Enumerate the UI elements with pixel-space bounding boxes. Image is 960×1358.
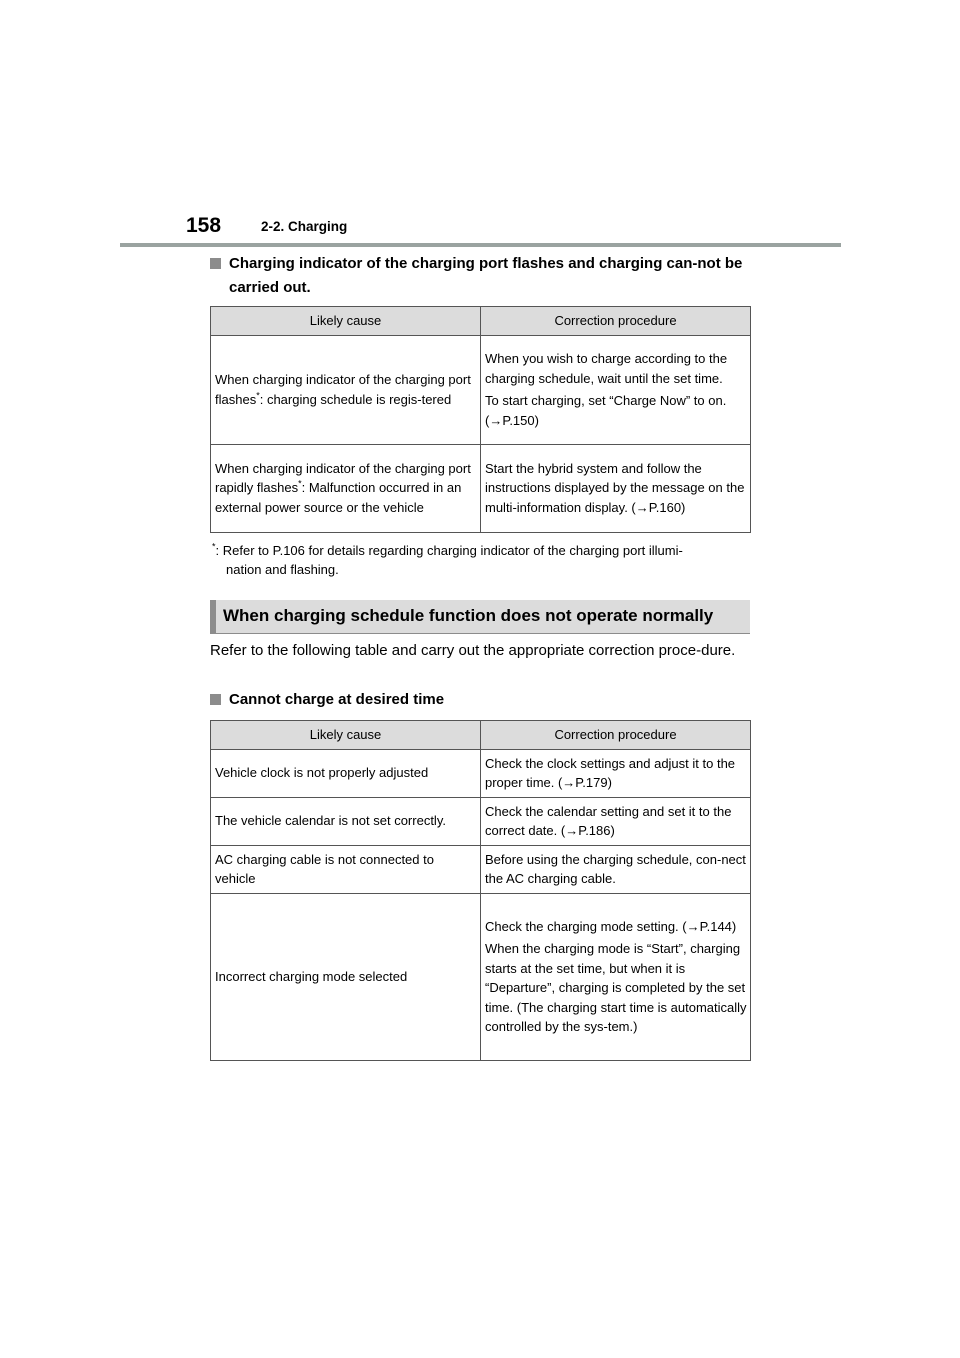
footnote	[212, 541, 752, 579]
procedure-cell	[481, 749, 751, 797]
cause-cell	[211, 444, 481, 532]
section-label: 2-2. Charging	[261, 219, 348, 234]
cause-cell	[211, 335, 481, 444]
table-row	[211, 444, 751, 532]
section-title-box	[210, 600, 750, 634]
page-number: 158	[186, 214, 222, 237]
procedure-text: When you wish to charge according to the charging schedule, wait until the set time.	[485, 351, 728, 386]
cause-text: : Malfunction occurred in an external power source or the vehicle	[215, 480, 462, 515]
footnote-marker: *	[212, 541, 216, 552]
schedule-table	[210, 720, 751, 1061]
column-header-procedure: Correction procedure	[481, 307, 751, 336]
bullet-heading-schedule	[210, 688, 749, 712]
cause-text: : charging schedule is regis-tered	[259, 391, 452, 407]
square-bullet-icon	[210, 258, 221, 269]
footnote-text: : Refer to P.106 for details regarding charging indicator of the charging port illumi-	[215, 543, 683, 558]
procedure-text: When the charging mode is “Start”, charging starts at the set time, but when it is “Departure”, charging is completed by the set time. (The charging start time is automatically controlled by the sys-tem.)	[485, 941, 747, 1034]
procedure-cell	[481, 893, 751, 1060]
column-header-cause: Likely cause	[211, 721, 481, 750]
column-header-procedure: Correction procedure	[481, 721, 751, 750]
table-row	[211, 335, 751, 444]
procedure-cell	[481, 444, 751, 532]
cause-cell: AC charging cable is not connected to vehicle	[211, 845, 481, 893]
section-accent-bar	[210, 600, 216, 633]
indicator-table	[210, 306, 751, 533]
square-bullet-icon	[210, 694, 221, 705]
cause-text: When charging indicator of the charging port flashes	[215, 372, 471, 407]
procedure-cell	[481, 335, 751, 444]
procedure-text: Before using the charging schedule, con-nect the AC charging cable.	[485, 851, 746, 886]
table-row	[211, 893, 751, 1060]
table-row	[211, 845, 751, 893]
cause-cell: Vehicle clock is not properly adjusted	[211, 749, 481, 797]
procedure-text: Check the calendar setting and set it to the correct date. (→P.186)	[485, 803, 732, 838]
procedure-cell	[481, 797, 751, 845]
table-row	[211, 797, 751, 845]
column-header-cause: Likely cause	[211, 307, 481, 336]
footnote-marker: *	[256, 390, 260, 401]
heading-text: Cannot charge at desired time	[229, 691, 445, 708]
footnote-marker: *	[298, 478, 302, 489]
procedure-text: Start the hybrid system and follow the instructions displayed by the message on the multi-information display. (→P.160)	[485, 460, 745, 515]
procedure-text: Check the clock settings and adjust it to the proper time. (→P.179)	[485, 755, 736, 790]
procedure-text: Check the charging mode setting. (→P.144)	[485, 918, 737, 934]
cause-cell: Incorrect charging mode selected	[211, 893, 481, 1060]
heading-text: Charging indicator of the charging port flashes and charging can-not be carried out.	[229, 255, 743, 296]
table-row	[211, 749, 751, 797]
section-title: When charging schedule function does not operate normally	[223, 606, 714, 625]
intro-paragraph: Refer to the following table and carry out the appropriate correction proce-dure.	[210, 642, 736, 659]
footnote-text: nation and flashing.	[226, 562, 339, 577]
procedure-cell	[481, 845, 751, 893]
procedure-text: To start charging, set “Charge Now” to on. (→P.150)	[485, 393, 727, 428]
cause-cell: The vehicle calendar is not set correctly.	[211, 797, 481, 845]
cause-text: When charging indicator of the charging port rapidly flashes	[215, 460, 471, 496]
header-divider	[120, 243, 841, 247]
bullet-heading-indicator	[210, 252, 749, 300]
